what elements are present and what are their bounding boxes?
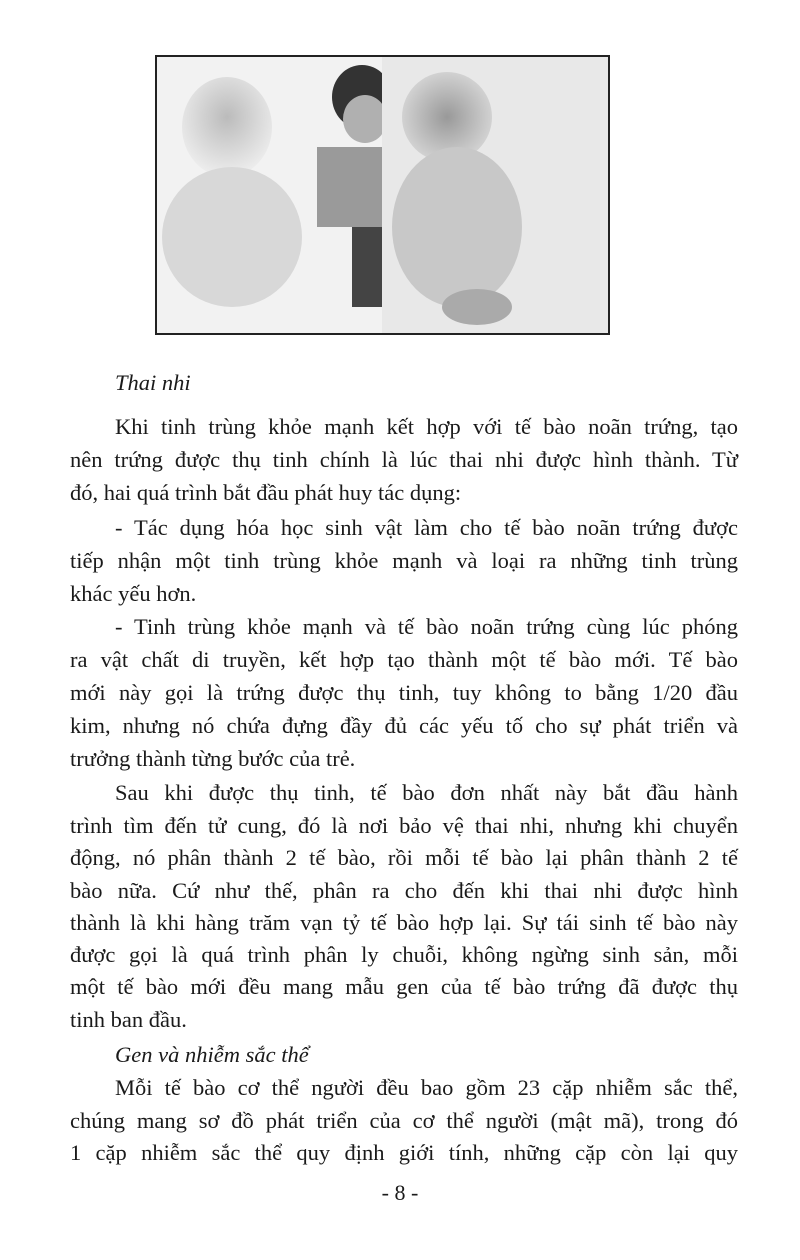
paragraph-line: bào nữa. Cứ như thế, phân ra cho đến khi thai nhi được hình [70,878,738,903]
paragraph-line: tiếp nhận một tinh trùng khỏe mạnh và loại ra những tinh trùng [70,548,738,573]
paragraph-line: Sau khi được thụ tinh, tế bào đơn nhất này bắt đầu hành [115,780,738,805]
paragraph-line: 1 cặp nhiễm sắc thể quy định giới tính, những cặp còn lại quy [70,1140,738,1165]
paragraph-line: - Tinh trùng khỏe mạnh và tế bào noãn trứng cùng lúc phóng [115,614,738,639]
page-number: - 8 - [381,1180,419,1205]
paragraph-line: được gọi là quá trình phân ly chuỗi, không ngừng sinh sản, mỗi [70,942,738,967]
paragraph-line: đó, hai quá trình bắt đầu phát huy tác dụng: [70,480,462,505]
paragraph-line: một tế bào mới đều mang mẫu gen của tế bào trứng đã được thụ [70,974,738,999]
paragraph-line: chúng mang sơ đồ phát triển của cơ thể người (mật mã), trong đó [70,1108,738,1133]
paragraph-line: Mỗi tế bào cơ thể người đều bao gồm 23 cặp nhiễm sắc thể, [115,1075,738,1100]
paragraph-line: nên trứng được thụ tinh chính là lúc thai nhi được hình thành. Từ [70,447,738,472]
paragraph-line: trình tìm đến tử cung, đó là nơi bảo vệ thai nhi, nhưng khi chuyển [70,813,738,838]
paragraph-line: khác yếu hơn. [70,581,197,606]
paragraph-line: động, nó phân thành 2 tế bào, rồi mỗi tế bào lại phân thành 2 tế [70,845,738,870]
paragraph-line: thành là khi hàng trăm vạn tỷ tế bào hợp lại. Sự tái sinh tế bào này [70,910,738,935]
children-photo [155,55,610,335]
paragraph-line: kim, nhưng nó chứa đựng đầy đủ các yếu tố cho sự phát triển và [70,713,738,738]
paragraph-line: tinh ban đầu. [70,1007,187,1032]
paragraph-line: ra vật chất di truyền, kết hợp tạo thành một tế bào mới. Tế bào [70,647,738,672]
paragraph-line: trưởng thành từng bước của trẻ. [70,746,356,771]
paragraph-line: mới này gọi là trứng được thụ tinh, tuy không to bằng 1/20 đầu [70,680,738,705]
paragraph-line: - Tác dụng hóa học sinh vật làm cho tế bào noãn trứng được [115,515,738,540]
paragraph-line: Khi tinh trùng khỏe mạnh kết hợp với tế bào noãn trứng, tạo [115,414,738,439]
section-heading: Thai nhi [115,370,191,395]
photo-illustration [157,57,608,333]
section-heading: Gen và nhiễm sắc thể [115,1042,309,1067]
